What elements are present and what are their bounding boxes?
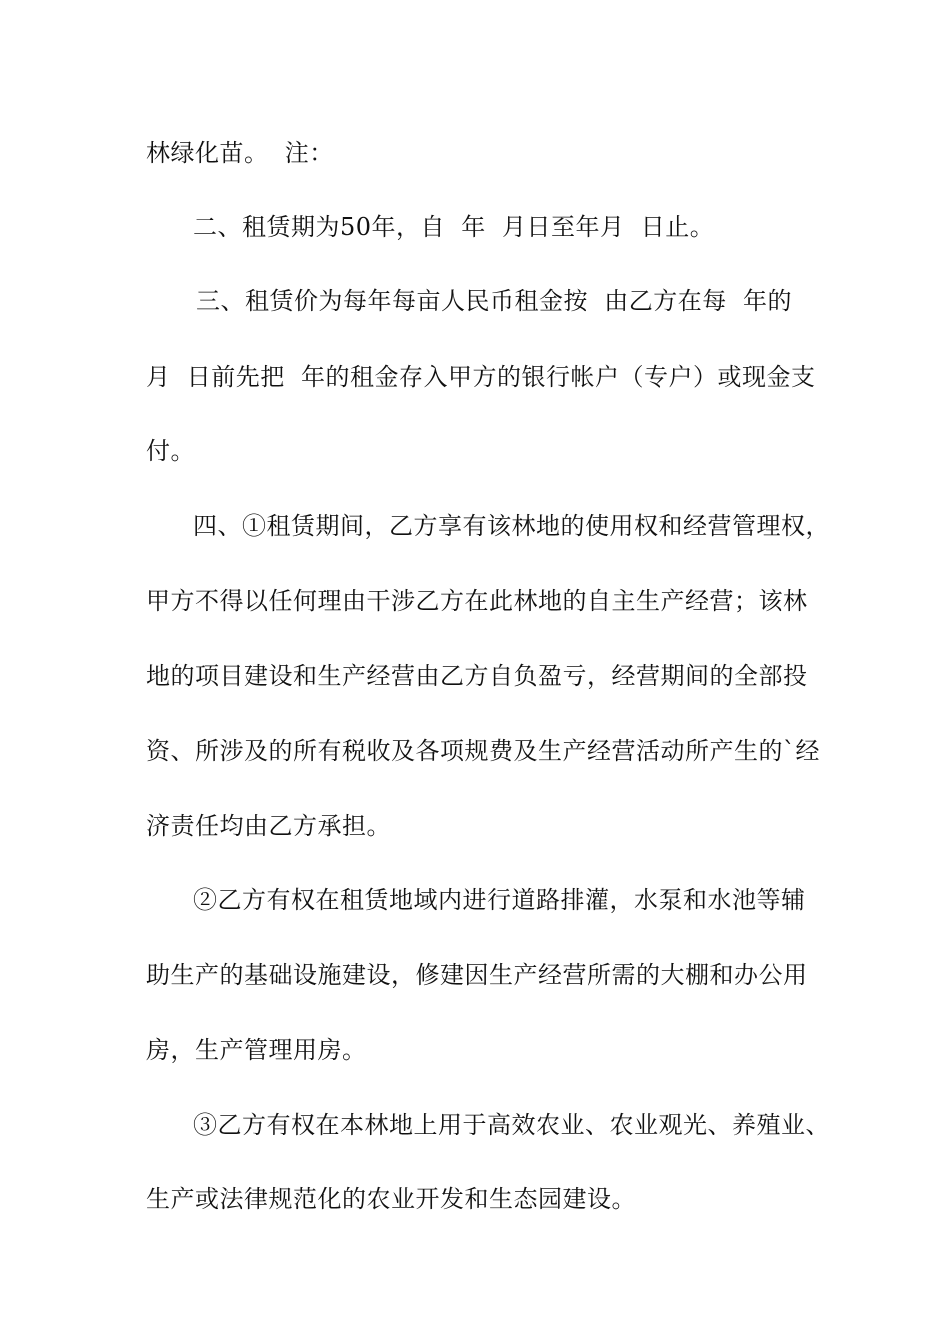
text-line: 生产或法律规范化的农业开发和生态园建设。: [146, 1185, 636, 1213]
text-line: 房，生产管理用房。: [146, 1036, 367, 1064]
clause-three: 三、租赁价为每年每亩人民币租金按 由乙方在每 年的: [196, 287, 793, 315]
text-line: 资、所涉及的所有税收及各项规费及生产经营活动所产生的`经: [146, 737, 820, 765]
text-line: 助生产的基础设施建设，修建因生产经营所需的大棚和办公用: [146, 961, 808, 989]
text-line: 济责任均由乙方承担。: [146, 812, 391, 840]
text-line: 地的项目建设和生产经营由乙方自负盈亏，经营期间的全部投: [146, 662, 808, 690]
text-line: 月 日前先把 年的租金存入甲方的银行帐户（专户）或现金支: [146, 363, 816, 391]
text-line: 甲方不得以任何理由干涉乙方在此林地的自主生产经营；该林: [146, 587, 808, 615]
clause-two: 二、租赁期为50年，自 年 月日至年月 日止。: [193, 213, 715, 241]
clause-four-item-2: ②乙方有权在租赁地域内进行道路排灌，水泵和水池等辅: [193, 886, 806, 914]
text-line: 林绿化苗。 注：: [146, 139, 334, 167]
text-line: 付。: [146, 437, 195, 465]
clause-four-item-3: ③乙方有权在本林地上用于高效农业、农业观光、养殖业、: [193, 1111, 830, 1139]
clause-four: 四、①租赁期间，乙方享有该林地的使用权和经营管理权，: [193, 512, 830, 540]
